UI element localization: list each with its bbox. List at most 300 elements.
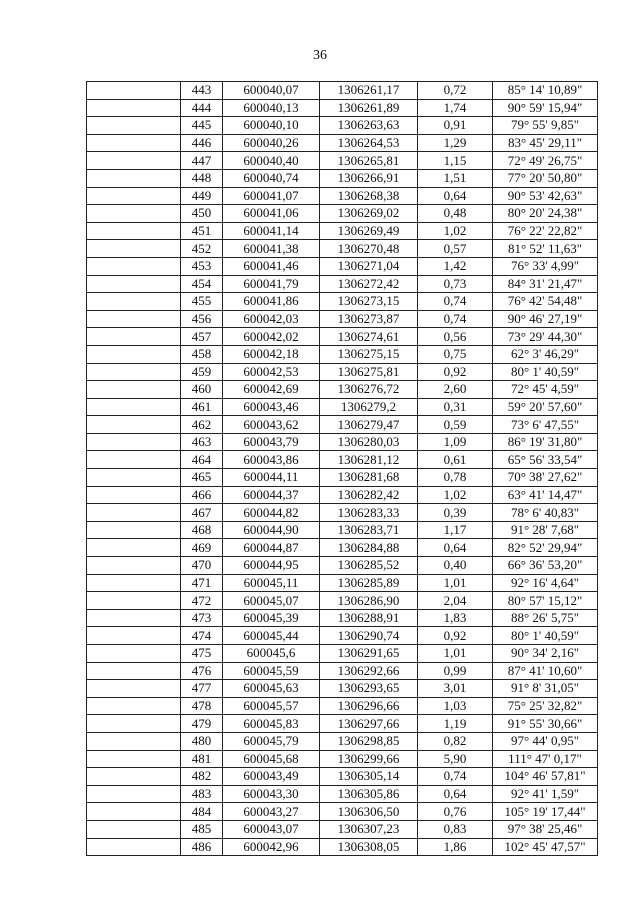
point-number-cell: 452 — [181, 240, 223, 258]
table-row — [87, 715, 598, 733]
table-row — [87, 82, 598, 100]
y-coordinate-cell: 1306269,49 — [320, 222, 418, 240]
empty-cell — [87, 750, 181, 768]
x-coordinate-cell: 600042,53 — [223, 363, 320, 381]
y-coordinate-cell: 1306307,23 — [320, 820, 418, 838]
point-number-cell: 448 — [181, 169, 223, 187]
table-row — [87, 381, 598, 399]
point-number-cell: 473 — [181, 609, 223, 627]
y-coordinate-cell: 1306261,89 — [320, 99, 418, 117]
angle-cell: 76° 42' 54,48" — [493, 293, 598, 311]
empty-cell — [87, 715, 181, 733]
x-coordinate-cell: 600044,95 — [223, 557, 320, 575]
y-coordinate-cell: 1306299,66 — [320, 750, 418, 768]
empty-cell — [87, 539, 181, 557]
angle-cell: 59° 20' 57,60" — [493, 398, 598, 416]
y-coordinate-cell: 1306281,12 — [320, 451, 418, 469]
point-number-cell: 468 — [181, 521, 223, 539]
x-coordinate-cell: 600043,07 — [223, 820, 320, 838]
table-row — [87, 451, 598, 469]
y-coordinate-cell: 1306271,04 — [320, 257, 418, 275]
x-coordinate-cell: 600042,03 — [223, 310, 320, 328]
x-coordinate-cell: 600043,46 — [223, 398, 320, 416]
segment-length-cell: 1,19 — [418, 715, 493, 733]
point-number-cell: 486 — [181, 838, 223, 856]
point-number-cell: 458 — [181, 345, 223, 363]
segment-length-cell: 0,56 — [418, 328, 493, 346]
x-coordinate-cell: 600041,06 — [223, 205, 320, 223]
table-row — [87, 557, 598, 575]
segment-length-cell: 0,92 — [418, 363, 493, 381]
y-coordinate-cell: 1306285,52 — [320, 557, 418, 575]
x-coordinate-cell: 600045,79 — [223, 732, 320, 750]
table-row — [87, 99, 598, 117]
empty-cell — [87, 99, 181, 117]
empty-cell — [87, 257, 181, 275]
point-number-cell: 476 — [181, 662, 223, 680]
point-number-cell: 443 — [181, 82, 223, 100]
x-coordinate-cell: 600045,07 — [223, 592, 320, 610]
point-number-cell: 455 — [181, 293, 223, 311]
angle-cell: 102° 45' 47,57" — [493, 838, 598, 856]
table-row — [87, 416, 598, 434]
x-coordinate-cell: 600045,11 — [223, 574, 320, 592]
empty-cell — [87, 592, 181, 610]
segment-length-cell: 1,29 — [418, 134, 493, 152]
x-coordinate-cell: 600041,86 — [223, 293, 320, 311]
y-coordinate-cell: 1306266,91 — [320, 169, 418, 187]
x-coordinate-cell: 600040,74 — [223, 169, 320, 187]
empty-cell — [87, 504, 181, 522]
segment-length-cell: 0,75 — [418, 345, 493, 363]
angle-cell: 72° 49' 26,75" — [493, 152, 598, 170]
y-coordinate-cell: 1306279,2 — [320, 398, 418, 416]
x-coordinate-cell: 600045,63 — [223, 680, 320, 698]
x-coordinate-cell: 600043,86 — [223, 451, 320, 469]
x-coordinate-cell: 600040,26 — [223, 134, 320, 152]
point-number-cell: 444 — [181, 99, 223, 117]
y-coordinate-cell: 1306275,81 — [320, 363, 418, 381]
x-coordinate-cell: 600044,90 — [223, 521, 320, 539]
angle-cell: 91° 8' 31,05" — [493, 680, 598, 698]
x-coordinate-cell: 600044,11 — [223, 469, 320, 487]
angle-cell: 83° 45' 29,11" — [493, 134, 598, 152]
y-coordinate-cell: 1306270,48 — [320, 240, 418, 258]
segment-length-cell: 1,51 — [418, 169, 493, 187]
y-coordinate-cell: 1306283,71 — [320, 521, 418, 539]
table-row — [87, 697, 598, 715]
angle-cell: 65° 56' 33,54" — [493, 451, 598, 469]
x-coordinate-cell: 600045,44 — [223, 627, 320, 645]
empty-cell — [87, 521, 181, 539]
table-row — [87, 257, 598, 275]
x-coordinate-cell: 600040,40 — [223, 152, 320, 170]
table-row — [87, 838, 598, 856]
empty-cell — [87, 803, 181, 821]
segment-length-cell: 5,90 — [418, 750, 493, 768]
table-row — [87, 592, 598, 610]
point-number-cell: 480 — [181, 732, 223, 750]
angle-cell: 82° 52' 29,94" — [493, 539, 598, 557]
y-coordinate-cell: 1306306,50 — [320, 803, 418, 821]
table-row — [87, 627, 598, 645]
x-coordinate-cell: 600041,14 — [223, 222, 320, 240]
coordinates-table — [86, 81, 598, 856]
angle-cell: 90° 34' 2,16" — [493, 645, 598, 663]
y-coordinate-cell: 1306284,88 — [320, 539, 418, 557]
point-number-cell: 453 — [181, 257, 223, 275]
point-number-cell: 482 — [181, 768, 223, 786]
table-row — [87, 750, 598, 768]
angle-cell: 90° 53' 42,63" — [493, 187, 598, 205]
table-row — [87, 732, 598, 750]
x-coordinate-cell: 600044,87 — [223, 539, 320, 557]
table-row — [87, 205, 598, 223]
empty-cell — [87, 662, 181, 680]
angle-cell: 70° 38' 27,62" — [493, 469, 598, 487]
empty-cell — [87, 398, 181, 416]
empty-cell — [87, 451, 181, 469]
table-row — [87, 117, 598, 135]
y-coordinate-cell: 1306305,14 — [320, 768, 418, 786]
empty-cell — [87, 345, 181, 363]
empty-cell — [87, 732, 181, 750]
empty-cell — [87, 838, 181, 856]
angle-cell: 79° 55' 9,85" — [493, 117, 598, 135]
point-number-cell: 457 — [181, 328, 223, 346]
angle-cell: 66° 36' 53,20" — [493, 557, 598, 575]
angle-cell: 97° 44' 0,95" — [493, 732, 598, 750]
table-row — [87, 609, 598, 627]
table-row — [87, 680, 598, 698]
y-coordinate-cell: 1306290,74 — [320, 627, 418, 645]
y-coordinate-cell: 1306269,02 — [320, 205, 418, 223]
segment-length-cell: 0,74 — [418, 310, 493, 328]
empty-cell — [87, 768, 181, 786]
segment-length-cell: 0,82 — [418, 732, 493, 750]
x-coordinate-cell: 600042,18 — [223, 345, 320, 363]
y-coordinate-cell: 1306272,42 — [320, 275, 418, 293]
x-coordinate-cell: 600040,07 — [223, 82, 320, 100]
angle-cell: 80° 20' 24,38" — [493, 205, 598, 223]
table-row — [87, 820, 598, 838]
segment-length-cell: 1,02 — [418, 222, 493, 240]
x-coordinate-cell: 600041,79 — [223, 275, 320, 293]
y-coordinate-cell: 1306293,65 — [320, 680, 418, 698]
angle-cell: 91° 28' 7,68" — [493, 521, 598, 539]
segment-length-cell: 0,59 — [418, 416, 493, 434]
angle-cell: 90° 46' 27,19" — [493, 310, 598, 328]
y-coordinate-cell: 1306263,63 — [320, 117, 418, 135]
empty-cell — [87, 293, 181, 311]
point-number-cell: 450 — [181, 205, 223, 223]
point-number-cell: 485 — [181, 820, 223, 838]
x-coordinate-cell: 600045,59 — [223, 662, 320, 680]
point-number-cell: 469 — [181, 539, 223, 557]
angle-cell: 87° 41' 10,60" — [493, 662, 598, 680]
table-row — [87, 768, 598, 786]
y-coordinate-cell: 1306261,17 — [320, 82, 418, 100]
angle-cell: 104° 46' 57,81" — [493, 768, 598, 786]
empty-cell — [87, 328, 181, 346]
point-number-cell: 467 — [181, 504, 223, 522]
point-number-cell: 484 — [181, 803, 223, 821]
y-coordinate-cell: 1306286,90 — [320, 592, 418, 610]
empty-cell — [87, 275, 181, 293]
point-number-cell: 454 — [181, 275, 223, 293]
angle-cell: 75° 25' 32,82" — [493, 697, 598, 715]
segment-length-cell: 1,01 — [418, 574, 493, 592]
x-coordinate-cell: 600044,37 — [223, 486, 320, 504]
table-row — [87, 187, 598, 205]
segment-length-cell: 2,04 — [418, 592, 493, 610]
empty-cell — [87, 381, 181, 399]
table-row — [87, 398, 598, 416]
point-number-cell: 483 — [181, 785, 223, 803]
empty-cell — [87, 82, 181, 100]
table-row — [87, 310, 598, 328]
point-number-cell: 471 — [181, 574, 223, 592]
table-row — [87, 469, 598, 487]
segment-length-cell: 3,01 — [418, 680, 493, 698]
segment-length-cell: 1,15 — [418, 152, 493, 170]
segment-length-cell: 0,64 — [418, 539, 493, 557]
angle-cell: 73° 6' 47,55" — [493, 416, 598, 434]
empty-cell — [87, 486, 181, 504]
empty-cell — [87, 697, 181, 715]
y-coordinate-cell: 1306297,66 — [320, 715, 418, 733]
segment-length-cell: 1,01 — [418, 645, 493, 663]
point-number-cell: 481 — [181, 750, 223, 768]
y-coordinate-cell: 1306292,66 — [320, 662, 418, 680]
segment-length-cell: 0,64 — [418, 187, 493, 205]
table-row — [87, 240, 598, 258]
segment-length-cell: 0,61 — [418, 451, 493, 469]
point-number-cell: 470 — [181, 557, 223, 575]
angle-cell: 86° 19' 31,80" — [493, 433, 598, 451]
angle-cell: 90° 59' 15,94" — [493, 99, 598, 117]
angle-cell: 63° 41' 14,47" — [493, 486, 598, 504]
segment-length-cell: 2,60 — [418, 381, 493, 399]
empty-cell — [87, 433, 181, 451]
segment-length-cell: 0,73 — [418, 275, 493, 293]
table-row — [87, 328, 598, 346]
angle-cell: 76° 22' 22,82" — [493, 222, 598, 240]
empty-cell — [87, 169, 181, 187]
empty-cell — [87, 117, 181, 135]
angle-cell: 78° 6' 40,83" — [493, 504, 598, 522]
table-row — [87, 134, 598, 152]
empty-cell — [87, 627, 181, 645]
point-number-cell: 475 — [181, 645, 223, 663]
angle-cell: 77° 20' 50,80" — [493, 169, 598, 187]
y-coordinate-cell: 1306288,91 — [320, 609, 418, 627]
empty-cell — [87, 134, 181, 152]
y-coordinate-cell: 1306291,65 — [320, 645, 418, 663]
x-coordinate-cell: 600045,83 — [223, 715, 320, 733]
y-coordinate-cell: 1306276,72 — [320, 381, 418, 399]
table-row — [87, 645, 598, 663]
point-number-cell: 463 — [181, 433, 223, 451]
point-number-cell: 465 — [181, 469, 223, 487]
point-number-cell: 472 — [181, 592, 223, 610]
table-row — [87, 275, 598, 293]
x-coordinate-cell: 600045,68 — [223, 750, 320, 768]
segment-length-cell: 0,57 — [418, 240, 493, 258]
angle-cell: 62° 3' 46,29" — [493, 345, 598, 363]
page-number: 36 — [313, 48, 327, 63]
table-row — [87, 169, 598, 187]
point-number-cell: 477 — [181, 680, 223, 698]
y-coordinate-cell: 1306273,15 — [320, 293, 418, 311]
angle-cell: 111° 47' 0,17" — [493, 750, 598, 768]
angle-cell: 91° 55' 30,66" — [493, 715, 598, 733]
segment-length-cell: 1,02 — [418, 486, 493, 504]
table-row — [87, 486, 598, 504]
empty-cell — [87, 363, 181, 381]
y-coordinate-cell: 1306308,05 — [320, 838, 418, 856]
x-coordinate-cell: 600043,62 — [223, 416, 320, 434]
point-number-cell: 479 — [181, 715, 223, 733]
x-coordinate-cell: 600045,57 — [223, 697, 320, 715]
segment-length-cell: 1,17 — [418, 521, 493, 539]
x-coordinate-cell: 600043,30 — [223, 785, 320, 803]
angle-cell: 80° 1' 40,59" — [493, 363, 598, 381]
angle-cell: 88° 26' 5,75" — [493, 609, 598, 627]
segment-length-cell: 0,74 — [418, 293, 493, 311]
y-coordinate-cell: 1306274,61 — [320, 328, 418, 346]
y-coordinate-cell: 1306298,85 — [320, 732, 418, 750]
angle-cell: 105° 19' 17,44" — [493, 803, 598, 821]
point-number-cell: 451 — [181, 222, 223, 240]
segment-length-cell: 0,64 — [418, 785, 493, 803]
segment-length-cell: 0,48 — [418, 205, 493, 223]
point-number-cell: 449 — [181, 187, 223, 205]
segment-length-cell: 0,76 — [418, 803, 493, 821]
segment-length-cell: 1,83 — [418, 609, 493, 627]
y-coordinate-cell: 1306268,38 — [320, 187, 418, 205]
x-coordinate-cell: 600043,79 — [223, 433, 320, 451]
x-coordinate-cell: 600044,82 — [223, 504, 320, 522]
empty-cell — [87, 820, 181, 838]
angle-cell: 72° 45' 4,59" — [493, 381, 598, 399]
empty-cell — [87, 152, 181, 170]
y-coordinate-cell: 1306273,87 — [320, 310, 418, 328]
table-row — [87, 539, 598, 557]
empty-cell — [87, 469, 181, 487]
y-coordinate-cell: 1306283,33 — [320, 504, 418, 522]
point-number-cell: 464 — [181, 451, 223, 469]
y-coordinate-cell: 1306264,53 — [320, 134, 418, 152]
point-number-cell: 446 — [181, 134, 223, 152]
x-coordinate-cell: 600040,10 — [223, 117, 320, 135]
x-coordinate-cell: 600041,07 — [223, 187, 320, 205]
point-number-cell: 460 — [181, 381, 223, 399]
segment-length-cell: 0,74 — [418, 768, 493, 786]
angle-cell: 92° 41' 1,59" — [493, 785, 598, 803]
table-row — [87, 521, 598, 539]
y-coordinate-cell: 1306275,15 — [320, 345, 418, 363]
empty-cell — [87, 222, 181, 240]
point-number-cell: 462 — [181, 416, 223, 434]
table-row — [87, 803, 598, 821]
empty-cell — [87, 187, 181, 205]
angle-cell: 80° 57' 15,12" — [493, 592, 598, 610]
empty-cell — [87, 645, 181, 663]
y-coordinate-cell: 1306280,03 — [320, 433, 418, 451]
point-number-cell: 459 — [181, 363, 223, 381]
x-coordinate-cell: 600045,39 — [223, 609, 320, 627]
x-coordinate-cell: 600041,46 — [223, 257, 320, 275]
empty-cell — [87, 205, 181, 223]
point-number-cell: 474 — [181, 627, 223, 645]
table-row — [87, 662, 598, 680]
segment-length-cell: 0,92 — [418, 627, 493, 645]
angle-cell: 73° 29' 44,30" — [493, 328, 598, 346]
y-coordinate-cell: 1306296,66 — [320, 697, 418, 715]
table-row — [87, 785, 598, 803]
table-row — [87, 345, 598, 363]
angle-cell: 85° 14' 10,89" — [493, 82, 598, 100]
segment-length-cell: 1,42 — [418, 257, 493, 275]
y-coordinate-cell: 1306281,68 — [320, 469, 418, 487]
angle-cell: 92° 16' 4,64" — [493, 574, 598, 592]
angle-cell: 81° 52' 11,63" — [493, 240, 598, 258]
point-number-cell: 447 — [181, 152, 223, 170]
x-coordinate-cell: 600042,69 — [223, 381, 320, 399]
segment-length-cell: 1,74 — [418, 99, 493, 117]
point-number-cell: 445 — [181, 117, 223, 135]
empty-cell — [87, 609, 181, 627]
empty-cell — [87, 785, 181, 803]
y-coordinate-cell: 1306279,47 — [320, 416, 418, 434]
x-coordinate-cell: 600042,96 — [223, 838, 320, 856]
segment-length-cell: 0,40 — [418, 557, 493, 575]
angle-cell: 84° 31' 21,47" — [493, 275, 598, 293]
segment-length-cell: 1,86 — [418, 838, 493, 856]
segment-length-cell: 1,09 — [418, 433, 493, 451]
y-coordinate-cell: 1306265,81 — [320, 152, 418, 170]
table-row — [87, 222, 598, 240]
table-row — [87, 433, 598, 451]
x-coordinate-cell: 600045,6 — [223, 645, 320, 663]
table-row — [87, 293, 598, 311]
point-number-cell: 456 — [181, 310, 223, 328]
y-coordinate-cell: 1306285,89 — [320, 574, 418, 592]
segment-length-cell: 1,03 — [418, 697, 493, 715]
angle-cell: 76° 33' 4,99" — [493, 257, 598, 275]
table-row — [87, 504, 598, 522]
table-row — [87, 152, 598, 170]
empty-cell — [87, 574, 181, 592]
angle-cell: 97° 38' 25,46" — [493, 820, 598, 838]
empty-cell — [87, 680, 181, 698]
coordinates-table-body — [87, 82, 598, 856]
y-coordinate-cell: 1306305,86 — [320, 785, 418, 803]
table-row — [87, 363, 598, 381]
point-number-cell: 466 — [181, 486, 223, 504]
y-coordinate-cell: 1306282,42 — [320, 486, 418, 504]
segment-length-cell: 0,78 — [418, 469, 493, 487]
segment-length-cell: 0,31 — [418, 398, 493, 416]
segment-length-cell: 0,83 — [418, 820, 493, 838]
empty-cell — [87, 240, 181, 258]
x-coordinate-cell: 600042,02 — [223, 328, 320, 346]
segment-length-cell: 0,72 — [418, 82, 493, 100]
x-coordinate-cell: 600043,27 — [223, 803, 320, 821]
segment-length-cell: 0,91 — [418, 117, 493, 135]
x-coordinate-cell: 600041,38 — [223, 240, 320, 258]
